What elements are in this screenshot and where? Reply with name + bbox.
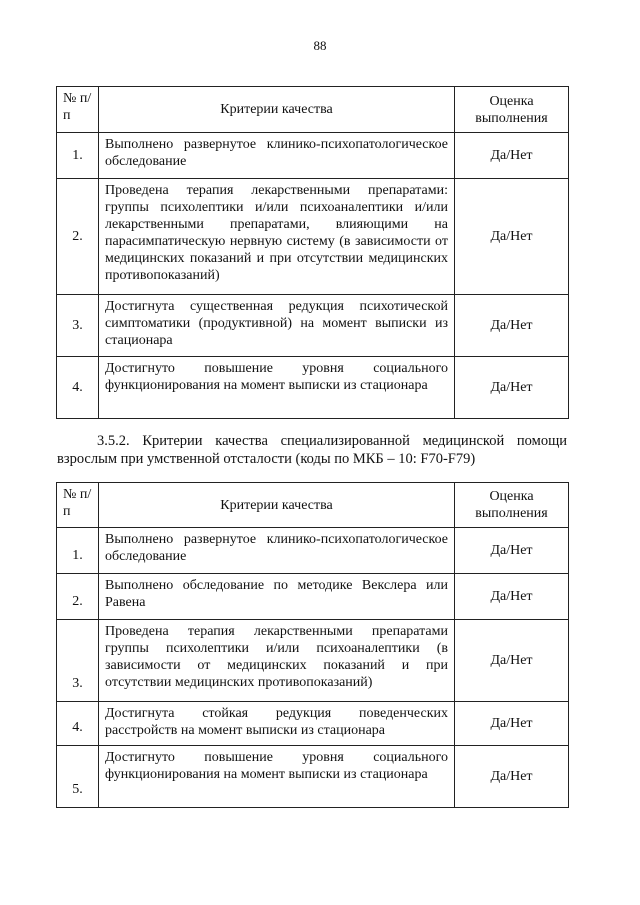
row-criteria: Выполнено развернутое клинико-психопатологическое обследование: [99, 528, 455, 574]
section-heading: 3.5.2. Критерии качества специализированной медицинской помощи взрослым при умственной отсталости (коды по МКБ – 10: F70-F79): [57, 433, 567, 467]
header-evaluation: Оценка выполнения: [455, 87, 569, 133]
row-number: 3.: [57, 295, 99, 357]
row-criteria: Достигнуто повышение уровня социального функционирования на момент выписки из стационара: [99, 357, 455, 419]
row-evaluation: Да/Нет: [455, 133, 569, 179]
row-number: 5.: [57, 746, 99, 808]
row-criteria: Проведена терапия лекарственными препаратами: группы психолептики и/или психоаналептики и/или лекарственными препаратами, влияющими на парасимпатическую нервную систему (в зависимости от медицинских показаний и при отсутствии медицинских противопоказаний): [99, 179, 455, 295]
header-number: № п/п: [57, 87, 99, 133]
row-number: 4.: [57, 702, 99, 746]
table-row: [57, 528, 569, 574]
table-header-row: [57, 87, 569, 133]
table-row: [57, 620, 569, 702]
row-evaluation: Да/Нет: [455, 574, 569, 620]
table-row: [57, 702, 569, 746]
table-row: [57, 574, 569, 620]
row-number: 2.: [57, 179, 99, 295]
table-row: [57, 133, 569, 179]
row-evaluation: Да/Нет: [455, 702, 569, 746]
row-number: 1.: [57, 528, 99, 574]
table-row: [57, 295, 569, 357]
row-evaluation: Да/Нет: [455, 620, 569, 702]
row-evaluation: Да/Нет: [455, 528, 569, 574]
header-criteria: Критерии качества: [99, 483, 455, 528]
row-evaluation: Да/Нет: [455, 746, 569, 808]
row-criteria: Выполнено обследование по методике Векслера или Равена: [99, 574, 455, 620]
table-row: [57, 179, 569, 295]
row-number: 3.: [57, 620, 99, 702]
header-number: № п/п: [57, 483, 99, 528]
row-evaluation: Да/Нет: [455, 179, 569, 295]
row-evaluation: Да/Нет: [455, 357, 569, 419]
row-number: 4.: [57, 357, 99, 419]
row-criteria: Достигнуто повышение уровня социального функционирования на момент выписки из стационара: [99, 746, 455, 808]
header-evaluation: Оценка выполнения: [455, 483, 569, 528]
row-criteria: Выполнено развернутое клинико-психопатологическое обследование: [99, 133, 455, 179]
table-row: [57, 357, 569, 419]
header-criteria: Критерии качества: [99, 87, 455, 133]
row-number: 1.: [57, 133, 99, 179]
page-number: 88: [313, 38, 327, 53]
quality-criteria-table-1: [56, 86, 569, 419]
row-evaluation: Да/Нет: [455, 295, 569, 357]
table-row: [57, 746, 569, 808]
table-header-row: [57, 483, 569, 528]
row-criteria: Достигнута стойкая редукция поведенческих расстройств на момент выписки из стационара: [99, 702, 455, 746]
row-criteria: Достигнута существенная редукция психотической симптоматики (продуктивной) на момент выписки из стационара: [99, 295, 455, 357]
row-criteria: Проведена терапия лекарственными препаратами группы психолептики и/или психоаналептики (в зависимости от медицинских показаний и при отсутствии медицинских противопоказаний): [99, 620, 455, 702]
row-number: 2.: [57, 574, 99, 620]
quality-criteria-table-2: [56, 482, 569, 808]
